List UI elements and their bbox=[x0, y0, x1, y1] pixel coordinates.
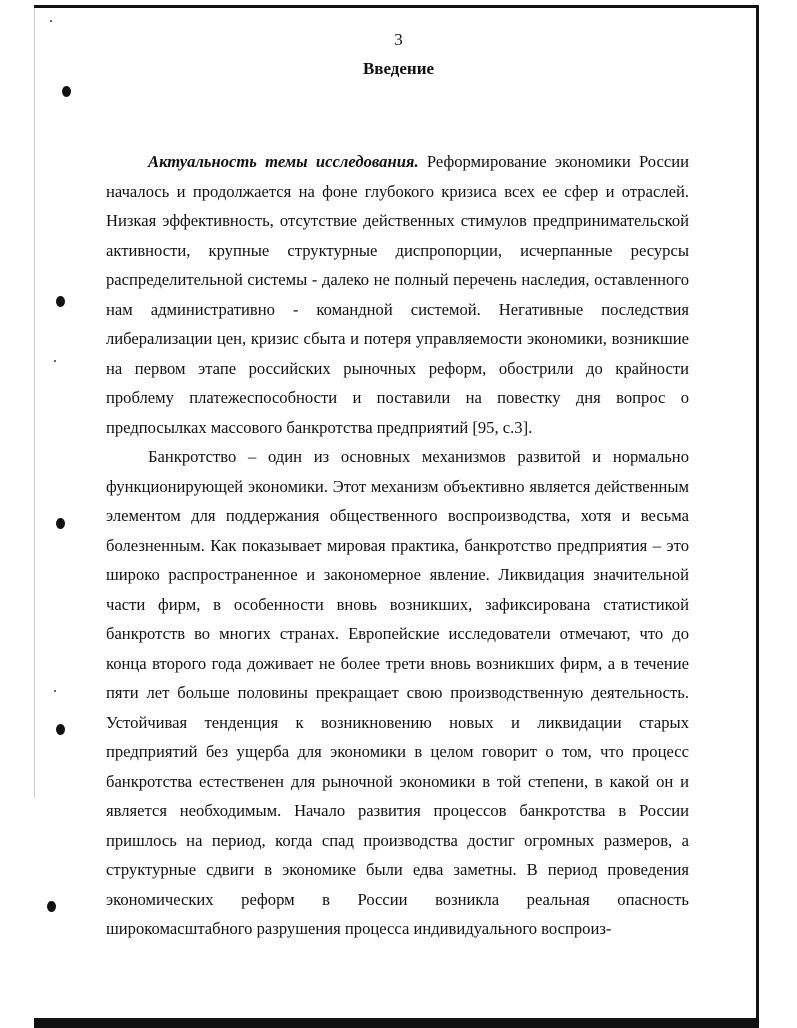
punch-hole-mark bbox=[56, 296, 65, 307]
scan-border-right bbox=[756, 5, 759, 1025]
punch-hole-mark bbox=[56, 518, 65, 529]
document-body bbox=[106, 147, 689, 944]
page-number: 3 bbox=[394, 30, 403, 49]
punch-hole-mark bbox=[47, 901, 56, 912]
scan-speck bbox=[54, 690, 56, 692]
paragraph-lead: Актуальность темы исследования. bbox=[148, 152, 419, 171]
scan-border-bottom bbox=[34, 1018, 759, 1028]
paragraph-text: Реформирование экономики России началось и продолжается на фоне глубокого кризиса всех ее сфер и отраслей. Низкая эффективность, отсутствие действенных стимулов предпринимательской активности, крупные структурные диспропорции, исчерпанные ресурсы распределительной системы - далеко не полный перечень наследия, оставленного нам административно - командной системой. Негативные последствия либерализации цен, кризис сбыта и потеря управляемости экономики, возникшие на первом этапе российских рыночных реформ, обострили до крайности проблему платежеспособности и поставили на повестку дня вопрос о предпосылках массового банкротства предприятий [95, с.3]. bbox=[106, 152, 689, 437]
page-heading: Введение bbox=[362, 59, 435, 78]
punch-hole-mark bbox=[62, 86, 71, 97]
punch-hole-mark bbox=[56, 724, 65, 735]
paragraph-relevance bbox=[106, 147, 689, 442]
scan-border-top bbox=[34, 5, 757, 8]
scan-speck bbox=[50, 20, 52, 22]
scan-border-left bbox=[34, 8, 35, 798]
scan-speck bbox=[54, 360, 56, 362]
paragraph-bankruptcy: Банкротство – один из основных механизмов развитой и нормально функционирующей экономики. Этот механизм объективно является действенным элементом для поддержания общественного воспроизводства, хотя и весьма болезненным. Как показывает мировая практика, банкротство предприятия – это широко распространенное и закономерное явление. Ликвидация значительной части фирм, в особенности вновь возникших, зафиксирована статистикой банкротств во многих странах. Европейские исследователи отмечают, что до конца второго года доживает не более трети вновь возникших фирм, а в течение пяти лет больше половины прекращает свою производственную деятельность. Устойчивая тенденция к возникновению новых и ликвидации старых предприятий без ущерба для экономики в целом говорит о том, что процесс банкротства естественен для рыночной экономики в той степени, в какой он и является необходимым. Начало развития процессов банкротства в России пришлось на период, когда спад производства достиг огромных размеров, а структурные сдвиги в экономике были едва заметны. В период проведения экономических реформ в России возникла реальная опасность широкомасштабного разрушения процесса индивидуального воспроиз- bbox=[106, 447, 689, 938]
